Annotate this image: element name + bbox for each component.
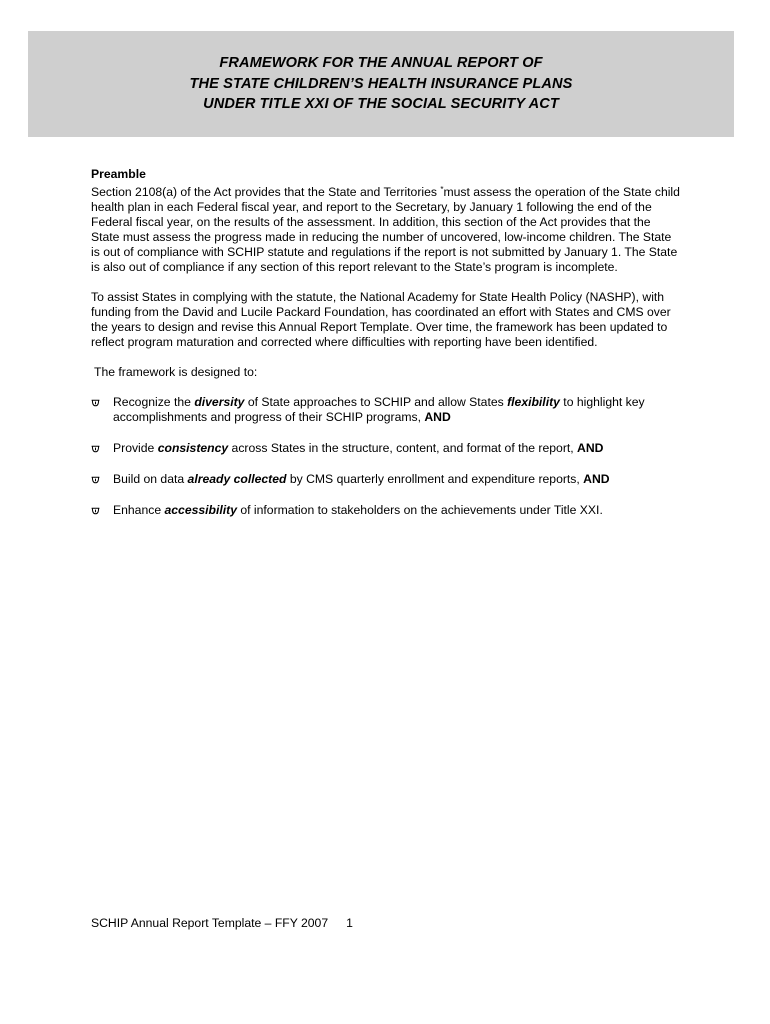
list-item <box>91 395 681 425</box>
bullet-text: of information to stakeholders on the achievements under Title XXI. <box>237 503 603 517</box>
title-banner <box>28 31 734 137</box>
p1-text-rest: must assess the operation of the State child health plan in each Federal fiscal year, and report to the Secretary, by January 1 following the end of the Federal fiscal year, on the results of the assessment. In addition, this section of the Act provides that the State must assess the progress made in reducing the number of uncovered, low-income children. The State is out of compliance with SCHIP statute and regulations if the report is not submitted by January 1. The State is also out of compliance if any section of this report relevant to the State’s program is incomplete. <box>91 185 680 274</box>
bullet-emphasis: diversity <box>194 395 245 409</box>
preamble-paragraph-2: To assist States in complying with the statute, the National Academy for State Health Policy (NASHP), with funding from the David and Lucile Packard Foundation, has coordinated an effort with States and CMS over the years to design and revise this Annual Report Template. Over time, the framework has been updated to reflect program maturation and corrected where difficulties with reporting have been identified. <box>91 290 671 349</box>
arrow-bullet-icon <box>91 507 100 515</box>
bullet-emphasis: already collected <box>187 472 287 486</box>
bullet-text: of State approaches to SCHIP and allow States <box>244 395 508 409</box>
title-line-1: FRAMEWORK FOR THE ANNUAL REPORT OF <box>219 55 543 72</box>
list-item <box>91 472 681 487</box>
framework-intro: The framework is designed to: <box>94 365 258 379</box>
bullet-text: to highlight key accomplishments and progress of their SCHIP programs, <box>113 395 645 424</box>
bullet-emphasis: flexibility <box>507 395 560 409</box>
title-line-3: UNDER TITLE XXI OF THE SOCIAL SECURITY ACT <box>203 96 559 113</box>
bullet-text: across States in the structure, content, and format of the report, <box>228 441 578 455</box>
bullet-text: Enhance <box>113 503 165 517</box>
arrow-bullet-icon <box>91 476 100 484</box>
asterisk-mark: * <box>440 185 444 194</box>
list-item <box>91 503 681 518</box>
p1-text-start: Section 2108(a) of the Act provides that the State and Territories <box>91 185 441 199</box>
bullet-text: Provide <box>113 441 158 455</box>
arrow-bullet-icon <box>91 445 100 453</box>
document-body <box>91 167 681 534</box>
arrow-bullet-icon <box>91 399 100 407</box>
bullet-text: Recognize the <box>113 395 195 409</box>
list-item <box>91 441 681 456</box>
bullet-conjunction: AND <box>424 410 451 424</box>
framework-goals-list <box>91 395 681 518</box>
bullet-emphasis: consistency <box>157 441 229 455</box>
page-number: 1 <box>346 916 353 930</box>
preamble-paragraph-1 <box>91 182 681 275</box>
bullet-text: Build on data <box>113 472 188 486</box>
bullet-conjunction: AND <box>577 441 604 455</box>
bullet-emphasis: accessibility <box>164 503 237 517</box>
bullet-conjunction: AND <box>583 472 610 486</box>
page-footer <box>91 916 353 931</box>
bullet-text: by CMS quarterly enrollment and expenditure reports, <box>286 472 584 486</box>
title-line-2: THE STATE CHILDREN’S HEALTH INSURANCE PLANS <box>189 75 573 92</box>
preamble-heading: Preamble <box>91 167 146 181</box>
footer-label: SCHIP Annual Report Template – FFY 2007 <box>91 916 329 930</box>
